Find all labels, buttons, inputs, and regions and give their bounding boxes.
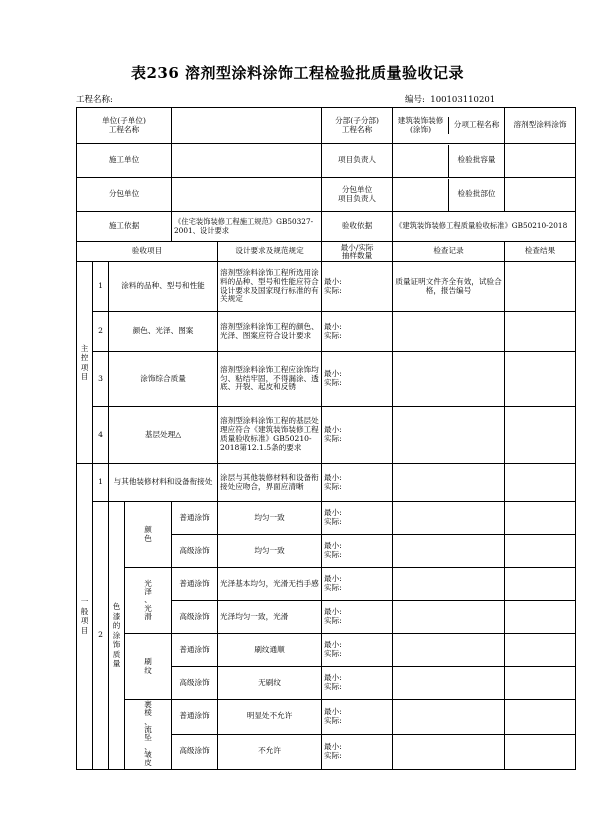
batch-capacity-value[interactable] [505,144,576,178]
item-requirement: 溶剂型涂料涂饰工程应涂饰均匀、粘结牢固，不得漏涂、透底、开裂、起皮和反锈 [218,352,322,407]
item-number: 1 [93,464,109,502]
unit-value[interactable] [172,108,322,144]
item-requirement: 均匀一致 [218,502,322,535]
acceptance-basis-value: 《建筑装饰装修工程质量验收标准》GB50210-2018 [393,212,576,242]
coating-quality-group: 色 漆 的 涂 饰 质 量 [109,502,125,770]
item-requirement: 均匀一致 [218,535,322,568]
coating-grade: 普通涂饰 [172,502,218,535]
check-result[interactable] [505,734,576,769]
check-record[interactable] [393,352,505,407]
sub-group-label: 裹 棱 、 流 坠 、 皱 皮 [125,700,172,770]
sub-group-label: 刷 纹 [125,634,172,700]
check-record[interactable]: 质量证明文件齐全有效，试验合格，报告编号 [393,262,505,312]
sample-count[interactable]: 最小: 实际: [322,535,393,568]
check-result[interactable] [505,535,576,568]
col-sample-header: 最小/实际 抽样数量 [322,242,393,262]
item-requirement: 光泽基本均匀，光滑无挡手感 [218,568,322,601]
check-record[interactable] [393,464,505,502]
sample-count[interactable]: 最小: 实际: [322,700,393,735]
serial-number [405,93,495,105]
item-number: 2 [93,312,109,352]
item-requirement: 明显处不允许 [218,700,322,735]
col-item-header: 验收项目 [77,242,218,262]
item-number: 1 [93,262,109,312]
subunit-and-item [393,108,505,144]
check-record[interactable] [393,407,505,464]
subunit-value: 建筑装饰装修 (涂饰) [393,117,449,135]
sample-count[interactable]: 最小: 实际: [322,464,393,502]
construction-unit-label: 施工单位 [77,144,172,178]
project-name-label: 工程名称: [76,95,113,105]
check-result[interactable] [505,502,576,535]
sample-count[interactable]: 最小: 实际: [322,734,393,769]
item-requirement: 溶剂型涂料涂饰工程的颜色、光泽、图案应符合设计要求 [218,312,322,352]
check-result[interactable] [505,667,576,700]
item-requirement: 无刷纹 [218,667,322,700]
col-record-header: 检查记录 [393,242,505,262]
serial-value: 100103110201 [430,95,496,105]
acceptance-basis-label: 验收依据 [322,212,393,242]
subcontract-manager-and-location [393,178,505,212]
check-record[interactable] [393,312,505,352]
coating-grade: 普通涂饰 [172,568,218,601]
page-title: 表236 溶剂型涂料涂饰工程检验批质量验收记录 [130,64,465,82]
item-requirement: 刷纹通顺 [218,634,322,667]
sample-count[interactable]: 最小: 实际: [322,407,393,464]
item-number: 3 [93,352,109,407]
check-result[interactable] [505,262,576,312]
check-result[interactable] [505,407,576,464]
sample-count[interactable]: 最小: 实际: [322,312,393,352]
subcontract-unit-label: 分包单位 [77,178,172,212]
manager-and-capacity [393,144,505,178]
item-requirement: 溶剂型涂料涂饰工程的基层处理应符合《建筑装饰装修工程质量验收标准》GB50210-2018第12.1.5条的要求 [218,407,322,464]
coating-grade: 高级涂饰 [172,734,218,769]
sample-count[interactable]: 最小: 实际: [322,601,393,634]
project-manager-label: 项目负责人 [322,144,393,178]
check-record[interactable] [393,502,505,535]
sample-count[interactable]: 最小: 实际: [322,502,393,535]
col-result-header: 检查结果 [505,242,576,262]
item-name: 涂料的品种、型号和性能 [109,262,218,312]
batch-location-value[interactable] [505,178,576,212]
item-label: 分项工程名称 [453,120,500,130]
subcontract-unit-value[interactable] [172,178,322,212]
check-result[interactable] [505,352,576,407]
construction-unit-value[interactable] [172,144,322,178]
check-record[interactable] [393,734,505,769]
check-result[interactable] [505,700,576,735]
item-requirement: 溶剂型涂料涂饰工程所选用涂料的品种、型号和性能应符合设计要求及国家现行标准的有关规定 [218,262,322,312]
item-requirement: 光泽均匀一致，光滑 [218,601,322,634]
unit-label: 单位(子单位) 工程名称 [77,108,172,144]
check-result[interactable] [505,601,576,634]
item-requirement: 涂层与其他装修材料和设备衔接处应吻合，界面应清晰 [218,464,322,502]
coating-grade: 高级涂饰 [172,535,218,568]
item-name: 与其他装修材料和设备衔接处 [109,464,218,502]
col-design-header: 设计要求及规范规定 [218,242,322,262]
basis-label: 施工依据 [77,212,172,242]
item-number: 4 [93,407,109,464]
coating-grade: 高级涂饰 [172,601,218,634]
subunit-label: 分部(子分部) 工程名称 [322,108,393,144]
check-record[interactable] [393,535,505,568]
item-requirement: 不允许 [218,734,322,769]
general-section-label: 一 般 项 目 [77,464,93,770]
sample-count[interactable]: 最小: 实际: [322,667,393,700]
sample-count[interactable]: 最小: 实际: [322,352,393,407]
item-name: 颜色、光泽、图案 [109,312,218,352]
serial-label: 编号: [405,95,425,105]
project-manager-value[interactable] [393,145,449,177]
coating-grade: 普通涂饰 [172,700,218,735]
check-result[interactable] [505,568,576,601]
item-value: 溶剂型涂料涂饰 [505,108,576,144]
sample-count[interactable]: 最小: 实际: [322,262,393,312]
coating-grade: 普通涂饰 [172,634,218,667]
sub-group-label: 光 泽 、 光 滑 [125,568,172,634]
item-name: 涂饰综合质量 [109,352,218,407]
coating-grade: 高级涂饰 [172,667,218,700]
check-record[interactable] [393,667,505,700]
basis-value: 《住宅装饰装修工程施工规范》GB50327-2001、设计要求 [172,212,322,242]
batch-capacity-label: 检验批容量 [457,155,496,165]
subcontract-manager-label: 分包单位 项目负责人 [322,178,393,212]
main-section-label: 主 控 项 目 [77,262,93,464]
item-number: 2 [93,502,109,770]
item-name: 基层处理△ [109,407,218,464]
check-result[interactable] [505,634,576,667]
check-result[interactable] [505,464,576,502]
subcontract-manager-value[interactable] [393,179,449,211]
sub-group-label: 颜 色 [125,502,172,568]
batch-location-label: 检验批部位 [457,189,496,199]
check-record[interactable] [393,634,505,667]
sample-count[interactable]: 最小: 实际: [322,634,393,667]
check-record[interactable] [393,700,505,735]
sample-count[interactable]: 最小: 实际: [322,568,393,601]
check-record[interactable] [393,601,505,634]
check-record[interactable] [393,568,505,601]
inspection-table [76,107,576,770]
check-result[interactable] [505,312,576,352]
